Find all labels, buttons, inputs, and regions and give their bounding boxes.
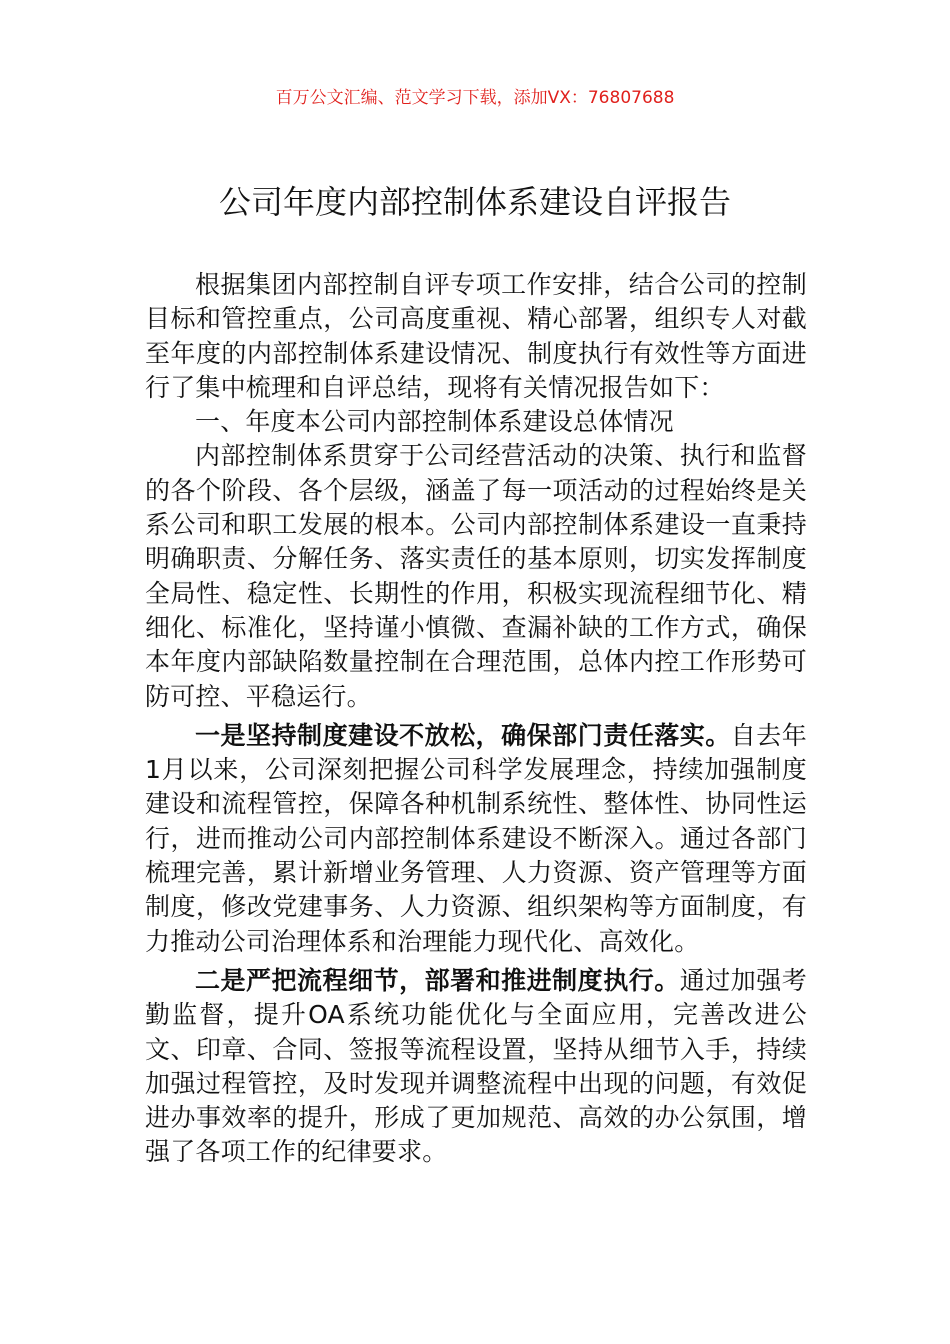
point-two-paragraph: [145, 964, 807, 1170]
overview-paragraph: 内部控制体系贯穿于公司经营活动的决策、执行和监督的各个阶段、各个层级，涵盖了每一项活动的过程始终是关系公司和职工发展的根本。公司内部控制体系建设一直秉持明确职责、分解任务、落实责任的基本原则，切实发挥制度全局性、稳定性、长期性的作用，积极实现流程细节化、精细化、标准化，坚持谨小慎微、查漏补缺的工作方式，确保本年度内部缺陷数量控制在合理范围，总体内控工作形势可防可控、平稳运行。: [145, 441, 807, 711]
point-one-lead: 一是坚持制度建设不放松，确保部门责任落实。: [195, 720, 731, 750]
point-two-lead: 二是严把流程细节，部署和推进制度执行。: [195, 965, 680, 995]
document-body: [145, 268, 807, 1170]
section-heading: 一、年度本公司内部控制体系建设总体情况: [195, 407, 674, 437]
document-title: 公司年度内部控制体系建设自评报告: [218, 183, 731, 221]
point-one-text: 自去年1月以来，公司深刻把握公司科学发展理念，持续加强制度建设和流程管控，保障各种机制系统性、整体性、协同性运行，进而推动公司内部控制体系建设不断深入。通过各部门梳理完善，累计新增业务管理、人力资源、资产管理等方面制度，修改党建事务、人力资源、组织架构等方面制度，有力推动公司治理体系和治理能力现代化、高效化。: [145, 720, 807, 956]
intro-paragraph: 根据集团内部控制自评专项工作安排，结合公司的控制目标和管控重点，公司高度重视、精心部署，组织专人对截至年度的内部控制体系建设情况、制度执行有效性等方面进行了集中梳理和自评总结，现将有关情况报告如下：: [145, 270, 807, 402]
point-one-paragraph: [145, 719, 807, 959]
watermark-header: 百万公文汇编、范文学习下载，添加VX：76807688: [275, 88, 675, 108]
point-two-text: 通过加强考勤监督，提升OA系统功能优化与全面应用，完善改进公文、印章、合同、签报等流程设置，坚持从细节入手，持续加强过程管控，及时发现并调整流程中出现的问题，有效促进办事效率的提升，形成了更加规范、高效的办公氛围，增强了各项工作的纪律要求。: [145, 965, 807, 1167]
